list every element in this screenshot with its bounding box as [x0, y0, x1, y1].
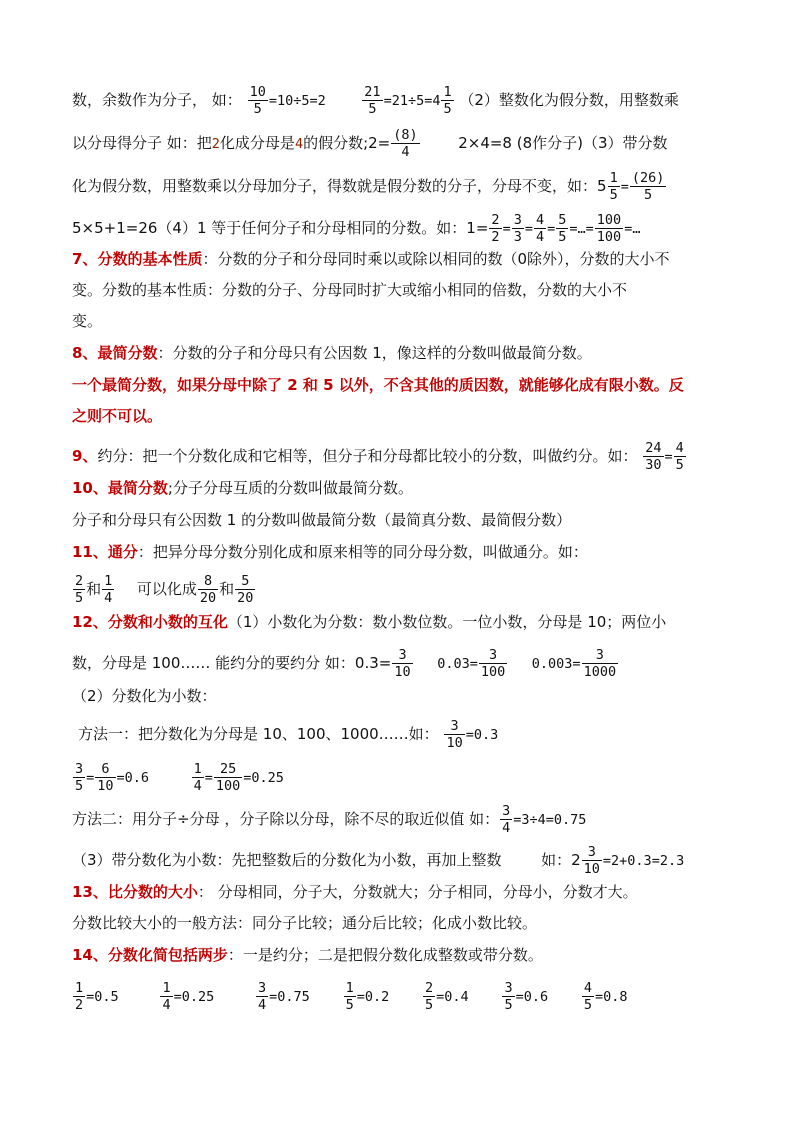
fraction-4-4: $\frac{4}{4}$	[535, 212, 545, 245]
fraction-2-2: $\frac{2}{2}$	[491, 212, 500, 245]
text-line: 分数比较大小的一般方法：同分子比较；通分后比较；化成小数比较。	[72, 914, 538, 932]
item-title: 分数和小数的互化	[107, 613, 228, 631]
text-line: 变。分数的基本性质：分数的分子、分母同时扩大或缩小相同的倍数，分数的大小不	[72, 281, 628, 299]
fraction-3-100: $\frac{3}{100}$	[480, 647, 506, 680]
fraction-1-4: $\frac{1}{4}$	[162, 980, 171, 1013]
fraction-1-5: $\frac{1}{5}$	[345, 980, 354, 1013]
item-title: 通分	[107, 543, 138, 561]
equals: =	[620, 179, 629, 195]
text: 方法二：用分子÷分母 ，分子除以分母，除不尽的取近似值 如：	[72, 810, 500, 828]
text: 5×5+1=26（4）1	[72, 219, 207, 237]
item-10	[72, 478, 413, 498]
equation: 0.03=	[437, 656, 478, 672]
fraction-3-4: $\frac{3}{4}$	[502, 803, 511, 836]
fraction-8-20: $\frac{8}{20}$	[199, 573, 217, 606]
item-11	[72, 542, 588, 562]
item-text: 约分：把一个分数化成和它相等，但分子和分母都比较小的分数，叫做约分。如：	[97, 447, 638, 465]
fraction-3-4: $\frac{3}{4}$	[258, 980, 267, 1013]
fraction-3-10: $\frac{3}{10}$	[446, 718, 463, 751]
text: 方法一：把分数化为分母是 10、100、1000……如：	[78, 725, 439, 743]
line-3	[72, 170, 667, 203]
text-line: 变。	[72, 312, 103, 330]
item-text: ;分子分母互质的分数叫做最简分数。	[167, 479, 413, 497]
item-text: ：一是约分；二是把假分数化成整数或带分数。	[227, 946, 543, 964]
fraction-3-10: $\frac{3}{10}$	[583, 844, 600, 877]
text: 如：2	[541, 851, 581, 869]
fraction-4-5: $\frac{4}{5}$	[675, 440, 684, 473]
method-1-examples: $\frac{3}{5}$ = $\frac{6}{10}$ =0.6 $\frac{1}{4}$ = $\frac{25}{100}$ =0.25	[75, 761, 284, 794]
item-number: 7、	[72, 250, 98, 268]
item-number: 13、	[72, 883, 108, 901]
line-2	[72, 127, 668, 160]
fraction-1-2: $\frac{1}{2}$	[75, 980, 84, 1013]
simplification-examples: $\frac{1}{2}$ =0.5 $\frac{1}{4}$ =0.25 $\frac{3}{4}$ =0.75 $\frac{1}{5}$ =0.2 $\frac{2}{5}$ =0.4 $\frac{3}{5}$ =0.6 $\frac{4}{5}$ =0.8	[75, 980, 628, 1013]
item-title: 分数化简包括两步	[107, 946, 228, 964]
text: 数，余数作为分子， 如：	[72, 91, 242, 109]
line-4: 5×5+1=26（4）1 等于任何分子和分母相同的分数。如：1= $\frac{2}{2}$ = $\frac{3}{3}$ = $\frac{4}{4}$ = $\frac{5}{5}$ =…= $\frac{100}{100}$ =…	[72, 212, 641, 245]
fraction-5-5: $\frac{5}{5}$	[558, 212, 567, 245]
item-8	[72, 343, 592, 363]
text: 化成分母是	[219, 134, 295, 152]
text: 化为假分数，用整数乘以分母加分子，得数就是假分数的分子，分母不变，如：5	[72, 177, 607, 195]
text: 等于任何分子和分母相同的分数。如：1=	[211, 219, 489, 237]
text: 数，分母是 100…… 能约分的要约分 如：0.3=	[72, 654, 392, 672]
fraction-3-10: $\frac{3}{10}$	[394, 647, 411, 680]
item-number: 12、	[72, 613, 108, 631]
fraction-24-30: $\frac{24}{30}$	[645, 440, 662, 473]
text: （2）整数化为假分数，用整数乘	[459, 91, 679, 109]
mixed-number-to-decimal: （3）带分数化为小数：先把整数后的分数化为小数，再加上整数 如：2 $\frac{3}{10}$ =2+0.3=2.3	[72, 844, 685, 877]
text: 的假分数;2=	[303, 134, 391, 152]
fraction-5-20: $\frac{5}{20}$	[237, 573, 254, 606]
item-9: 9、约分：把一个分数化成和它相等，但分子和分母都比较小的分数，叫做约分。如： $\frac{24}{30}$ = $\frac{4}{5}$	[72, 440, 684, 473]
fraction-1-4: $\frac{1}{4}$	[193, 761, 202, 794]
text: 以分母得分子 如：把	[72, 134, 212, 152]
item-text: ： 分母相同，分子大，分数就大；分子相同，分母小，分数才大。	[197, 883, 638, 901]
fraction-3-5: $\frac{3}{5}$	[75, 761, 84, 794]
text: 2×4=8 (8作分子)（3）带分数	[458, 134, 668, 152]
fraction-26-5: $\frac{(26)}{5}$	[631, 170, 665, 203]
item-number: 9、	[72, 447, 98, 465]
fraction-1-5: $\frac{1}{5}$	[443, 84, 452, 117]
item-text: ：分数的分子和分母只有公因数 1，像这样的分数叫做最简分数。	[157, 344, 592, 362]
text: 可以化成	[136, 580, 197, 598]
item-7	[72, 249, 670, 269]
fraction-2-5: $\frac{2}{5}$	[425, 980, 434, 1013]
fraction-25-100: $\frac{25}{100}$	[215, 761, 241, 794]
highlight-line: 一个最简分数，如果分母中除了 2 和 5 以外，不含其他的质因数，就能够化成有限小数。反	[72, 376, 684, 394]
item-text: ：分数的分子和分母同时乘以或除以相同的数（0除外），分数的大小不	[202, 250, 670, 268]
equation: 0.003=	[531, 656, 581, 672]
item-14	[72, 945, 543, 965]
method-1: 方法一：把分数化为分母是 10、100、1000……如： $\frac{3}{10}$ =0.3	[78, 718, 499, 751]
fraction-8-4: $\frac{(8)}{4}$	[393, 127, 418, 160]
fraction-6-10: $\frac{6}{10}$	[97, 761, 114, 794]
item-number: 14、	[72, 946, 108, 964]
fraction-1-5: $\frac{1}{5}$	[609, 170, 618, 203]
fraction-100-100: $\frac{100}{100}$	[596, 212, 622, 245]
item-title: 最简分数	[107, 479, 168, 497]
item-number: 8、	[72, 344, 98, 362]
subheading: （2）分数化为小数：	[72, 687, 217, 705]
fraction-3-5: $\frac{3}{5}$	[504, 980, 513, 1013]
method-2: 方法二：用分子÷分母 ，分子除以分母，除不尽的取近似值 如： $\frac{3}{4}$ =3÷4=0.75	[72, 803, 587, 836]
line-1	[72, 84, 679, 117]
item-title: 比分数的大小	[107, 883, 198, 901]
fraction-2-5: $\frac{2}{5}$	[75, 573, 84, 606]
highlight-line: 之则不可以。	[72, 407, 163, 425]
item-number: 10、	[72, 479, 108, 497]
decimal-to-fraction-line	[72, 647, 619, 680]
equation: =10÷5=2	[268, 93, 326, 109]
text: （3）带分数化为小数：先把整数后的分数化为小数，再加上整数	[72, 851, 502, 869]
common-denominator-example: $\frac{2}{5}$ 和 $\frac{1}{4}$ 可以化成 $\frac{8}{20}$ 和 $\frac{5}{20}$	[75, 573, 254, 606]
fraction-3-3: $\frac{3}{3}$	[513, 212, 522, 245]
equation: =21÷5=4	[383, 93, 441, 109]
number: 4	[294, 136, 304, 152]
item-13	[72, 882, 638, 902]
number: 2	[211, 136, 220, 152]
item-text: （1）小数化为分数：数小数位数。一位小数，分母是 10；两位小	[227, 613, 667, 631]
fraction-10-5: $\frac{10}{5}$	[249, 84, 266, 117]
item-number: 11、	[72, 543, 108, 561]
fraction-3-1000: $\frac{3}{1000}$	[583, 647, 617, 680]
item-title: 最简分数	[97, 344, 158, 362]
fraction-21-5: $\frac{21}{5}$	[364, 84, 381, 117]
item-text: ：把异分母分数分别化成和原来相等的同分母分数，叫做通分。如：	[137, 543, 588, 561]
item-12	[72, 612, 666, 632]
fraction-4-5: $\frac{4}{5}$	[583, 980, 593, 1013]
fraction-1-4: $\frac{1}{4}$	[104, 573, 113, 606]
text-line: 分子和分母只有公因数 1 的分数叫做最简分数（最简真分数、最简假分数）	[72, 511, 572, 529]
item-title: 分数的基本性质	[97, 250, 203, 268]
